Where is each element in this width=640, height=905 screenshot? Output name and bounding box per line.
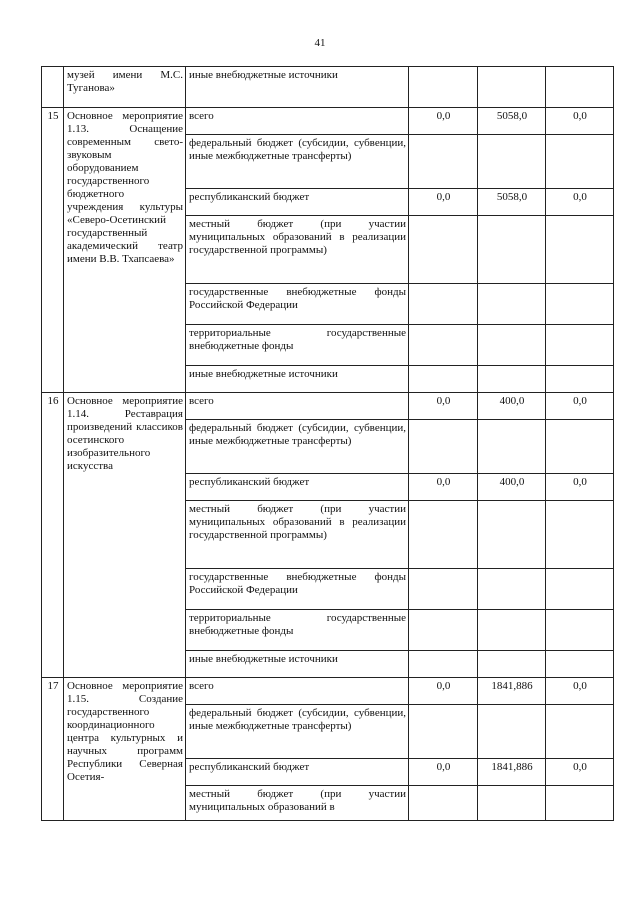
value-cell: 0,0	[409, 189, 478, 216]
value-cell: 0,0	[409, 474, 478, 501]
activity-name-cell: Основное мероприятие 1.15. Создание государственного координационного центра культурных и научных программ Республики Северная Осетия-	[64, 678, 186, 821]
funding-source-cell: иные внебюджетные источники	[186, 366, 409, 393]
value-cell	[546, 216, 614, 284]
funding-source-cell: федеральный бюджет (субсидии, субвенции, иные межбюджетные трансферты)	[186, 705, 409, 759]
value-cell: 1841,886	[478, 678, 546, 705]
activity-name-cell: Основное мероприятие 1.13. Оснащение современным свето-звуковым оборудованием государственного бюджетного учреждения культуры «Северо-Осетинский государственный академический театр имени В.В. Тхапсаева»	[64, 108, 186, 393]
value-cell: 0,0	[409, 759, 478, 786]
value-cell	[546, 569, 614, 610]
value-cell	[478, 216, 546, 284]
value-cell	[478, 569, 546, 610]
table-row	[42, 393, 614, 420]
value-cell	[478, 67, 546, 108]
value-cell	[409, 569, 478, 610]
value-cell	[409, 366, 478, 393]
funding-source-cell: федеральный бюджет (субсидии, субвенции, иные межбюджетные трансферты)	[186, 135, 409, 189]
value-cell	[409, 420, 478, 474]
funding-source-cell: республиканский бюджет	[186, 474, 409, 501]
value-cell: 0,0	[409, 393, 478, 420]
value-cell: 1841,886	[478, 759, 546, 786]
table-row	[42, 678, 614, 705]
value-cell	[409, 325, 478, 366]
value-cell	[546, 786, 614, 821]
value-cell	[478, 705, 546, 759]
value-cell	[478, 501, 546, 569]
value-cell: 0,0	[546, 393, 614, 420]
funding-source-cell: местный бюджет (при участии муниципальных образований в	[186, 786, 409, 821]
funding-source-cell: государственные внебюджетные фонды Российской Федерации	[186, 284, 409, 325]
value-cell	[546, 67, 614, 108]
row-number-cell: 16	[42, 393, 64, 678]
activity-name-cell: музей имени М.С. Туганова»	[64, 67, 186, 108]
funding-source-cell: государственные внебюджетные фонды Российской Федерации	[186, 569, 409, 610]
funding-source-cell: федеральный бюджет (субсидии, субвенции, иные межбюджетные трансферты)	[186, 420, 409, 474]
value-cell	[546, 610, 614, 651]
funding-source-cell: иные внебюджетные источники	[186, 67, 409, 108]
value-cell: 0,0	[546, 759, 614, 786]
value-cell	[478, 651, 546, 678]
value-cell: 0,0	[546, 108, 614, 135]
value-cell	[478, 135, 546, 189]
table-row	[42, 67, 614, 108]
row-number-cell: 17	[42, 678, 64, 821]
value-cell	[478, 325, 546, 366]
value-cell: 5058,0	[478, 189, 546, 216]
budget-table	[41, 66, 614, 821]
funding-source-cell: республиканский бюджет	[186, 759, 409, 786]
funding-source-cell: местный бюджет (при участии муниципальных образований в реализации государственной программы)	[186, 216, 409, 284]
table-row	[42, 108, 614, 135]
value-cell	[546, 325, 614, 366]
value-cell	[409, 67, 478, 108]
value-cell: 0,0	[546, 678, 614, 705]
value-cell	[409, 610, 478, 651]
value-cell	[409, 705, 478, 759]
value-cell	[546, 501, 614, 569]
row-number-cell: 15	[42, 108, 64, 393]
value-cell	[409, 786, 478, 821]
value-cell	[546, 366, 614, 393]
value-cell	[478, 420, 546, 474]
value-cell	[409, 135, 478, 189]
value-cell: 400,0	[478, 474, 546, 501]
value-cell	[478, 366, 546, 393]
value-cell: 0,0	[546, 474, 614, 501]
funding-source-cell: территориальные государственные внебюджетные фонды	[186, 325, 409, 366]
value-cell	[409, 284, 478, 325]
value-cell	[546, 651, 614, 678]
funding-source-cell: местный бюджет (при участии муниципальных образований в реализации государственной программы)	[186, 501, 409, 569]
value-cell	[478, 610, 546, 651]
activity-name-cell: Основное мероприятие 1.14. Реставрация произведений классиков осетинского изобразительного искусства	[64, 393, 186, 678]
value-cell: 0,0	[546, 189, 614, 216]
funding-source-cell: всего	[186, 393, 409, 420]
value-cell	[546, 284, 614, 325]
value-cell: 0,0	[409, 108, 478, 135]
funding-source-cell: республиканский бюджет	[186, 189, 409, 216]
value-cell	[546, 420, 614, 474]
page-number: 41	[314, 37, 326, 49]
value-cell	[478, 786, 546, 821]
funding-source-cell: всего	[186, 108, 409, 135]
value-cell	[546, 135, 614, 189]
value-cell	[409, 216, 478, 284]
value-cell: 5058,0	[478, 108, 546, 135]
funding-source-cell: территориальные государственные внебюджетные фонды	[186, 610, 409, 651]
funding-source-cell: иные внебюджетные источники	[186, 651, 409, 678]
value-cell: 400,0	[478, 393, 546, 420]
funding-source-cell: всего	[186, 678, 409, 705]
value-cell	[546, 705, 614, 759]
row-number-cell	[42, 67, 64, 108]
value-cell	[409, 501, 478, 569]
value-cell	[478, 284, 546, 325]
value-cell: 0,0	[409, 678, 478, 705]
value-cell	[409, 651, 478, 678]
